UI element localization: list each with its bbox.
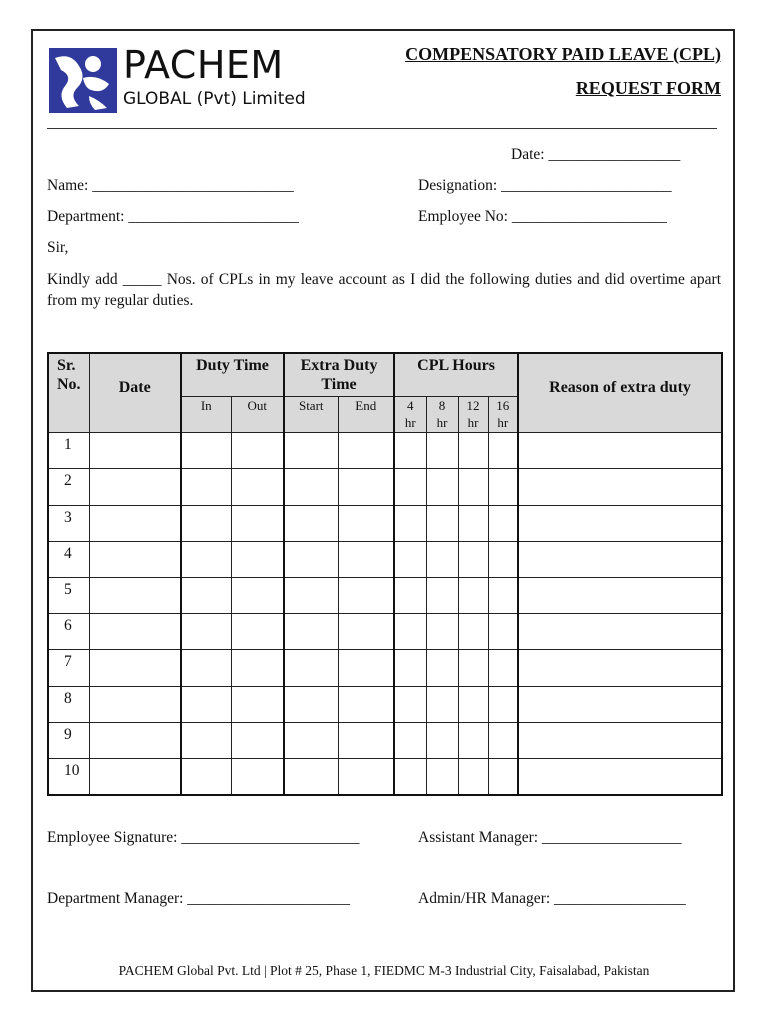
table-cell[interactable] [181, 722, 231, 758]
table-cell[interactable] [231, 577, 284, 613]
table-cell[interactable] [426, 505, 458, 541]
table-cell[interactable] [394, 505, 426, 541]
table-cell[interactable] [518, 541, 722, 577]
table-cell[interactable] [426, 722, 458, 758]
table-row [48, 650, 722, 686]
table-cell[interactable] [338, 722, 394, 758]
table-cell[interactable] [181, 505, 231, 541]
header-date: Date [89, 353, 181, 433]
table-cell[interactable] [488, 614, 518, 650]
table-row [48, 614, 722, 650]
designation-field[interactable]: Designation: ______________________ [418, 177, 672, 194]
table-cell[interactable] [89, 722, 181, 758]
table-cell[interactable] [488, 433, 518, 469]
admin-hr-manager-field[interactable]: Admin/HR Manager: _________________ [418, 890, 686, 907]
table-cell[interactable] [426, 614, 458, 650]
table-cell[interactable] [231, 433, 284, 469]
table-cell[interactable] [89, 614, 181, 650]
duty-table [47, 352, 723, 796]
table-cell[interactable] [89, 433, 181, 469]
salutation: Sir, [47, 239, 69, 256]
table-cell[interactable] [518, 686, 722, 722]
table-cell[interactable] [488, 686, 518, 722]
table-cell[interactable] [284, 469, 338, 505]
header-extra-duty-time: Extra Duty Time [284, 353, 394, 396]
table-row [48, 433, 722, 469]
table-cell[interactable] [284, 686, 338, 722]
table-cell[interactable] [458, 505, 488, 541]
subheader-start: Start [284, 396, 338, 432]
row-number: 6 [48, 614, 89, 650]
table-cell[interactable] [394, 759, 426, 795]
form-subtitle: REQUEST FORM [575, 78, 721, 98]
table-cell[interactable] [181, 686, 231, 722]
table-cell[interactable] [181, 433, 231, 469]
table-cell[interactable] [426, 469, 458, 505]
table-cell[interactable] [284, 505, 338, 541]
table-cell[interactable] [231, 722, 284, 758]
table-body [48, 433, 722, 795]
table-cell[interactable] [488, 541, 518, 577]
row-number: 8 [48, 686, 89, 722]
footer-address: PACHEM Global Pvt. Ltd | Plot # 25, Phase 1, FIEDMC M-3 Industrial City, Faisalabad, Pakistan [118, 963, 650, 978]
department-field[interactable]: Department: ______________________ [47, 208, 299, 225]
table-cell[interactable] [181, 577, 231, 613]
form-title: COMPENSATORY PAID LEAVE (CPL) [405, 44, 721, 64]
table-cell[interactable] [518, 505, 722, 541]
table-cell[interactable] [458, 541, 488, 577]
subheader-12hr: 12 hr [458, 396, 488, 432]
table-cell[interactable] [458, 686, 488, 722]
table-cell[interactable] [338, 614, 394, 650]
table-cell[interactable] [284, 577, 338, 613]
company-logo-icon [49, 48, 117, 113]
table-cell[interactable] [394, 614, 426, 650]
table-cell[interactable] [394, 469, 426, 505]
header-sr-no: Sr. No. [48, 353, 89, 433]
table-cell[interactable] [458, 433, 488, 469]
table-cell[interactable] [89, 577, 181, 613]
table-cell[interactable] [284, 614, 338, 650]
row-number: 2 [48, 469, 89, 505]
department-manager-field[interactable]: Department Manager: _____________________ [47, 890, 351, 907]
subheader-4hr: 4 hr [394, 396, 426, 432]
table-cell[interactable] [518, 469, 722, 505]
table-cell[interactable] [426, 541, 458, 577]
table-cell[interactable] [338, 577, 394, 613]
table-cell[interactable] [89, 541, 181, 577]
table-cell[interactable] [284, 759, 338, 795]
table-cell[interactable] [89, 650, 181, 686]
table-cell[interactable] [426, 577, 458, 613]
table-row [48, 722, 722, 758]
table-row [48, 759, 722, 795]
table-cell[interactable] [488, 650, 518, 686]
table-cell[interactable] [231, 505, 284, 541]
table-cell[interactable] [231, 541, 284, 577]
table-cell[interactable] [338, 541, 394, 577]
table-cell[interactable] [181, 614, 231, 650]
table-cell[interactable] [394, 577, 426, 613]
subheader-in: In [181, 396, 231, 432]
table-cell[interactable] [284, 433, 338, 469]
table-cell[interactable] [518, 759, 722, 795]
table-cell[interactable] [458, 650, 488, 686]
subheader-out: Out [231, 396, 284, 432]
table-row [48, 577, 722, 613]
table-cell[interactable] [518, 614, 722, 650]
request-paragraph: Kindly add _____ Nos. of CPLs in my leave account as I did the following duties and did overtime apart from my regular duties. [47, 271, 721, 309]
name-field[interactable]: Name: __________________________ [47, 177, 294, 194]
company-name: PACHEM [123, 43, 284, 87]
company-subtitle: GLOBAL (Pvt) Limited [123, 89, 306, 109]
table-cell[interactable] [231, 759, 284, 795]
table-cell[interactable] [338, 469, 394, 505]
table-cell[interactable] [338, 650, 394, 686]
header-cpl-hours: CPL Hours [394, 353, 518, 396]
employee-signature-field[interactable]: Employee Signature: _______________________ [47, 829, 360, 846]
table-row [48, 469, 722, 505]
table-cell[interactable] [488, 505, 518, 541]
table-row [48, 541, 722, 577]
table-cell[interactable] [426, 759, 458, 795]
table-cell[interactable] [458, 614, 488, 650]
table-cell[interactable] [284, 541, 338, 577]
table-cell[interactable] [488, 469, 518, 505]
table-cell[interactable] [426, 433, 458, 469]
table-cell[interactable] [338, 759, 394, 795]
table-cell[interactable] [458, 469, 488, 505]
table-cell[interactable] [284, 722, 338, 758]
table-cell[interactable] [518, 577, 722, 613]
table-cell[interactable] [181, 541, 231, 577]
subheader-16hr: 16 hr [488, 396, 518, 432]
table-cell[interactable] [458, 759, 488, 795]
table-cell[interactable] [284, 650, 338, 686]
subheader-8hr: 8 hr [426, 396, 458, 432]
header-reason: Reason of extra duty [518, 353, 722, 433]
table-cell[interactable] [518, 433, 722, 469]
row-number: 7 [48, 650, 89, 686]
table-row [48, 686, 722, 722]
employee-no-field[interactable]: Employee No: ____________________ [418, 208, 667, 225]
table-cell[interactable] [231, 614, 284, 650]
table-cell[interactable] [338, 433, 394, 469]
table-cell[interactable] [488, 759, 518, 795]
date-field[interactable]: Date: _________________ [511, 146, 681, 163]
table-cell[interactable] [394, 433, 426, 469]
table-cell[interactable] [181, 469, 231, 505]
row-number: 10 [48, 759, 89, 795]
table-cell[interactable] [89, 505, 181, 541]
table-cell[interactable] [231, 469, 284, 505]
table-cell[interactable] [488, 722, 518, 758]
row-number: 3 [48, 505, 89, 541]
table-row [48, 505, 722, 541]
table-cell[interactable] [518, 650, 722, 686]
header-duty-time: Duty Time [181, 353, 284, 396]
row-number: 5 [48, 577, 89, 613]
table-cell[interactable] [394, 541, 426, 577]
row-number: 4 [48, 541, 89, 577]
subheader-end: End [338, 396, 394, 432]
table-cell[interactable] [518, 722, 722, 758]
row-number: 1 [48, 433, 89, 469]
table-cell[interactable] [89, 686, 181, 722]
table-cell[interactable] [394, 722, 426, 758]
table-cell[interactable] [231, 650, 284, 686]
assistant-manager-field[interactable]: Assistant Manager: __________________ [418, 829, 682, 846]
table-cell[interactable] [338, 505, 394, 541]
table-cell[interactable] [458, 722, 488, 758]
header-divider [47, 128, 717, 129]
table-cell[interactable] [488, 577, 518, 613]
table-cell[interactable] [89, 469, 181, 505]
table-cell[interactable] [181, 759, 231, 795]
row-number: 9 [48, 722, 89, 758]
table-cell[interactable] [181, 650, 231, 686]
table-cell[interactable] [426, 686, 458, 722]
table-cell[interactable] [394, 686, 426, 722]
table-cell[interactable] [338, 686, 394, 722]
table-cell[interactable] [426, 650, 458, 686]
table-cell[interactable] [394, 650, 426, 686]
table-cell[interactable] [89, 759, 181, 795]
table-cell[interactable] [458, 577, 488, 613]
table-cell[interactable] [231, 686, 284, 722]
